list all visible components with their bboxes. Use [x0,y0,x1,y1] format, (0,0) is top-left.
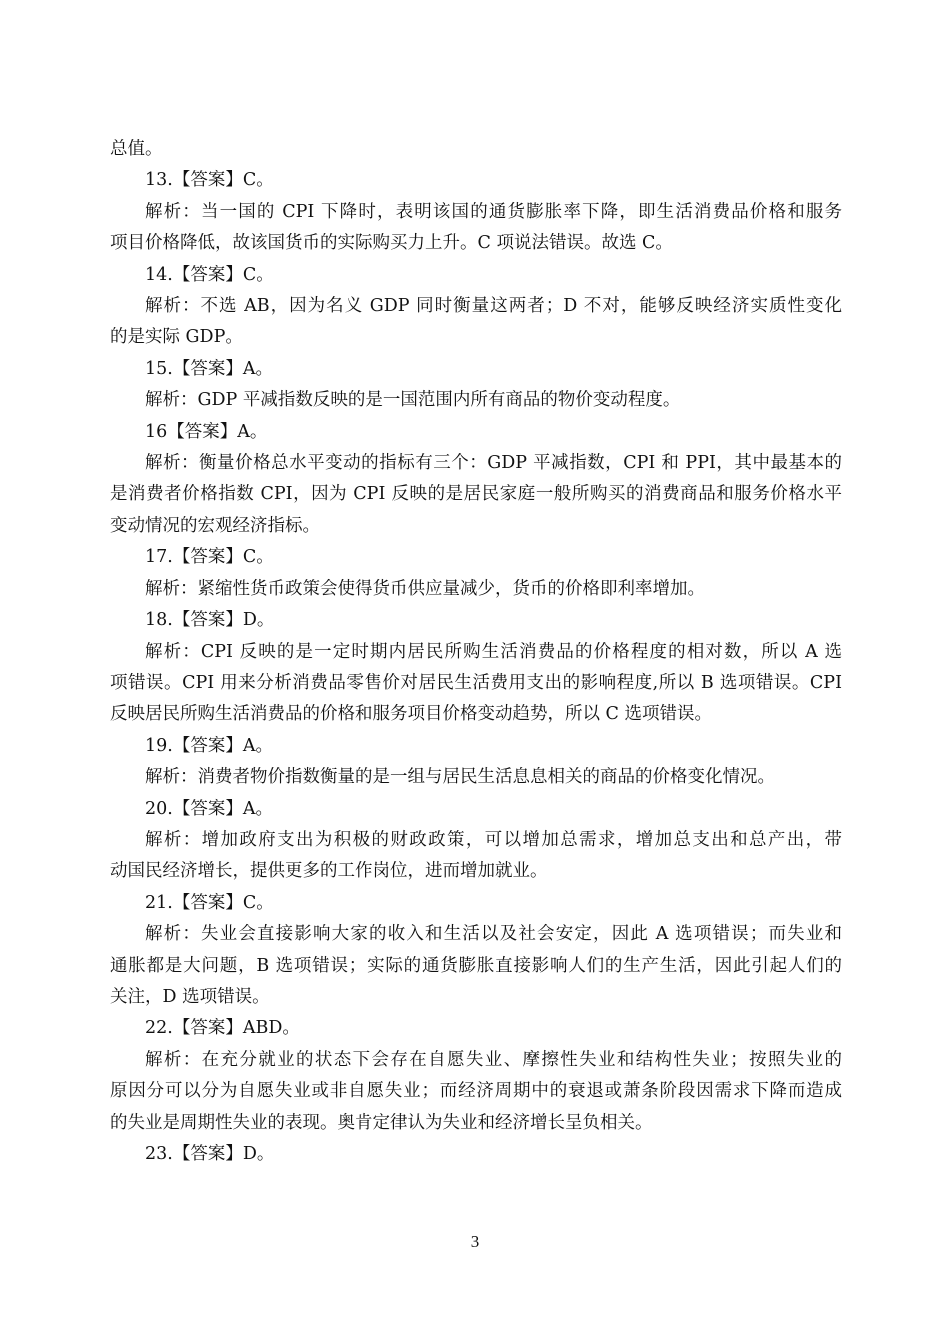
explanation-line: 动国民经济增长，提供更多的工作岗位，进而增加就业。 [110,861,548,882]
answer-heading: 17.【答案】C。 [145,547,274,568]
answer-heading: 22.【答案】ABD。 [145,1018,300,1039]
explanation-line: 解析：在充分就业的状态下会存在自愿失业、摩擦性失业和结构性失业；按照失业的 [145,1049,842,1070]
explanation-line: 解析：不选 AB，因为名义 GDP 同时衡量这两者；D 不对，能够反映经济实质性变化 [145,296,842,317]
explanation-line: 项错误。CPI 用来分析消费品零售价对居民生活费用支出的影响程度,所以 B 选项错误。CPI [110,672,842,693]
explanation-line: 解析：衡量价格总水平变动的指标有三个：GDP 平减指数，CPI 和 PPI，其中最基本的 [145,453,842,474]
explanation-line: 变动情况的宏观经济指标。 [110,515,320,536]
explanation-line: 解析：CPI 反映的是一定时期内居民所购生活消费品的价格程度的相对数，所以 A 选 [145,641,842,662]
answer-heading: 19.【答案】A。 [145,735,273,756]
explanation-line: 解析：GDP 平减指数反映的是一国范围内所有商品的物价变动程度。 [145,390,681,411]
answer-explanations [110,134,842,1170]
explanation-line: 解析：失业会直接影响大家的收入和生活以及社会安定，因此 A 选项错误；而失业和 [145,924,842,945]
explanation-line: 关注，D 选项错误。 [110,986,270,1007]
answer-heading: 20.【答案】A。 [145,798,273,819]
answer-heading: 23.【答案】D。 [145,1144,275,1164]
explanation-line: 解析：增加政府支出为积极的财政政策，可以增加总需求，增加总支出和总产出，带 [145,829,842,850]
explanation-line: 反映居民所购生活消费品的价格和服务项目价格变动趋势，所以 C 选项错误。 [110,704,713,725]
answer-heading: 13.【答案】C。 [145,170,274,191]
answer-heading: 15.【答案】A。 [145,358,273,379]
answer-heading: 14.【答案】C。 [145,264,274,285]
explanation-line: 的失业是周期性失业的表现。奥肯定律认为失业和经济增长呈负相关。 [110,1112,653,1133]
explanation-line: 解析：当一国的 CPI 下降时，表明该国的通货膨胀率下降，即生活消费品价格和服务 [145,201,842,222]
answer-heading: 16【答案】A。 [145,421,268,442]
answer-heading: 18.【答案】D。 [145,610,275,631]
explanation-line: 是消费者价格指数 CPI，因为 CPI 反映的是居民家庭一般所购买的消费商品和服务价格水平 [110,484,842,505]
explanation-line: 的是实际 GDP。 [110,327,243,348]
answer-heading: 21.【答案】C。 [145,892,274,913]
text-line: 总值。 [110,139,163,159]
explanation-line: 解析：消费者物价指数衡量的是一组与居民生活息息相关的商品的价格变化情况。 [145,767,775,788]
explanation-line: 项目价格降低，故该国货币的实际购买力上升。C 项说法错误。故选 C。 [110,233,673,254]
explanation-line: 解析：紧缩性货币政策会使得货币供应量减少，货币的价格即利率增加。 [145,578,705,599]
explanation-line: 原因分可以分为自愿失业或非自愿失业；而经济周期中的衰退或萧条阶段因需求下降而造成 [110,1081,842,1102]
explanation-line: 通胀都是大问题，B 选项错误；实际的通货膨胀直接影响人们的生产生活，因此引起人们的 [110,955,842,976]
page-number: 3 [470,1232,480,1251]
